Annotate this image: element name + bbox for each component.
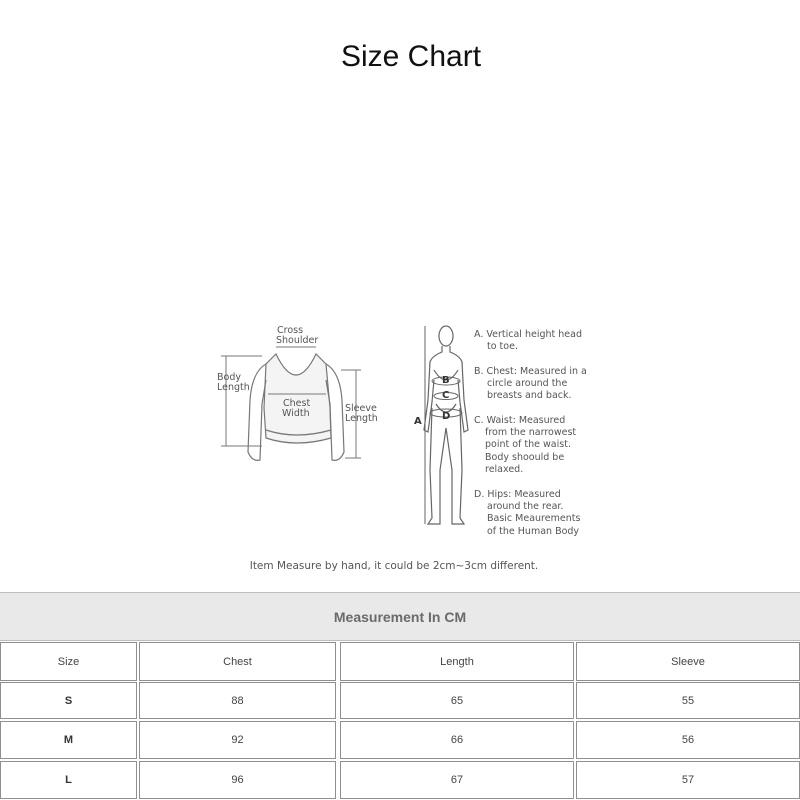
- table-column-header: Sleeve: [576, 642, 800, 681]
- svg-text:Sleeve: Sleeve: [345, 403, 377, 414]
- svg-text:A: A: [414, 416, 422, 427]
- table-cell: 66: [340, 721, 574, 759]
- table-row-size: M: [0, 721, 137, 759]
- page-title: Size Chart: [340, 40, 482, 73]
- table-cell: 57: [576, 761, 800, 799]
- table-row-size: S: [0, 682, 137, 719]
- table-cell: 56: [576, 721, 800, 759]
- svg-text:from the narrowest: from the narrowest: [485, 427, 577, 438]
- svg-text:of the Human Body: of the Human Body: [487, 526, 580, 537]
- svg-text:C: C: [442, 390, 450, 401]
- svg-text:D: D: [442, 411, 451, 422]
- table-cell: 92: [139, 721, 336, 759]
- svg-text:Width: Width: [282, 408, 310, 419]
- svg-text:relaxed.: relaxed.: [485, 464, 524, 475]
- table-cell: 55: [576, 682, 800, 719]
- svg-text:Body shoould be: Body shoould be: [485, 452, 565, 463]
- svg-text:A. Vertical height head: A. Vertical height head: [474, 329, 582, 340]
- body-figure: [424, 326, 468, 524]
- table-row-size: L: [0, 761, 137, 799]
- table-cell: 88: [139, 682, 336, 719]
- table-cell: 96: [139, 761, 336, 799]
- svg-text:D. Hips: Measured: D. Hips: Measured: [474, 489, 561, 500]
- table-title: Measurement In CM: [0, 592, 800, 641]
- table-cell: 67: [340, 761, 574, 799]
- table-column-header: Size: [0, 642, 137, 681]
- svg-text:circle around the: circle around the: [487, 378, 568, 389]
- svg-text:B: B: [442, 375, 450, 386]
- svg-text:B. Chest: Measured in a: B. Chest: Measured in a: [474, 366, 587, 377]
- svg-text:to toe.: to toe.: [487, 341, 518, 352]
- svg-text:Cross: Cross: [277, 325, 304, 336]
- svg-text:around the rear.: around the rear.: [487, 501, 564, 512]
- svg-text:C. Waist: Measured: C. Waist: Measured: [474, 415, 566, 426]
- svg-text:Length: Length: [345, 413, 378, 424]
- table-cell: 65: [340, 682, 574, 719]
- svg-text:point of the waist.: point of the waist.: [485, 439, 571, 450]
- measurement-note: Item Measure by hand, it could be 2cm~3cm different.: [249, 560, 539, 572]
- svg-text:Chest: Chest: [283, 398, 311, 409]
- svg-text:Body: Body: [217, 372, 241, 383]
- measurement-legend: [474, 329, 587, 537]
- svg-text:Shoulder: Shoulder: [276, 335, 319, 346]
- table-column-header: Length: [340, 642, 574, 681]
- svg-text:Length: Length: [217, 382, 250, 393]
- svg-text:Basic Meaurements: Basic Meaurements: [487, 513, 581, 524]
- table-column-header: Chest: [139, 642, 336, 681]
- svg-text:breasts and back.: breasts and back.: [487, 390, 572, 401]
